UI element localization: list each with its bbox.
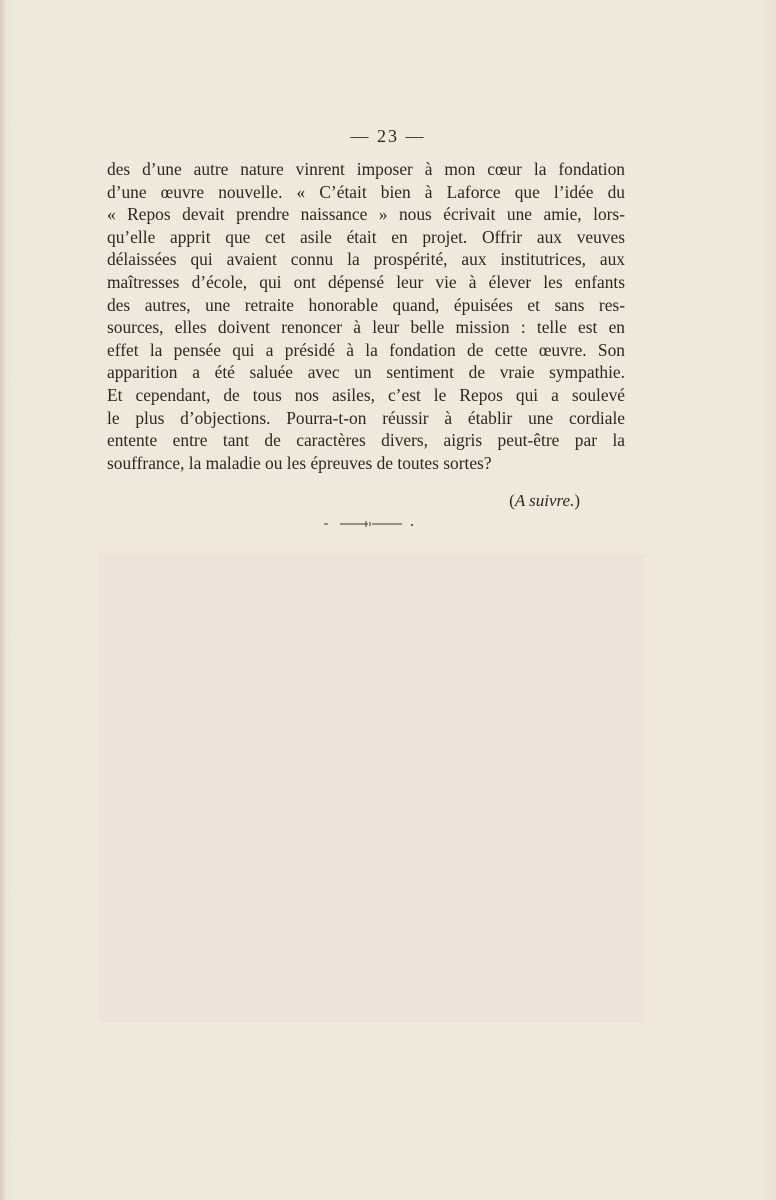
text-line: souffrance, la maladie ou les épreuves de toutes sortes?	[107, 452, 492, 473]
text-line: délaissées qui avaient connu la prospérité, aux institutrices, aux	[107, 249, 625, 270]
text-line: apparition a été saluée avec un sentiment de vraie sympathie.	[107, 362, 625, 383]
suivre-italic: A suivre.	[514, 491, 575, 510]
body-paragraph	[107, 158, 625, 474]
text-line: effet la pensée qui a présidé à la fondation de cette œuvre. Son	[107, 339, 625, 360]
suivre-close: )	[574, 491, 580, 510]
blank-image-area	[98, 553, 644, 1022]
page-number: — 23 —	[350, 126, 426, 146]
page-spine-shadow	[0, 0, 6, 1200]
text-line: qu’elle apprit que cet asile était en projet. Offrir aux veuves	[107, 226, 625, 247]
suivre-open: (	[509, 491, 515, 510]
text-line: Et cependant, de tous nos asiles, c’est le Repos qui a soulevé	[107, 384, 625, 405]
text-line: des d’une autre nature vinrent imposer à mon cœur la fondation	[107, 159, 625, 179]
text-line: sources, elles doivent renoncer à leur belle mission : telle est en	[107, 317, 625, 338]
text-line: d’une œuvre nouvelle. « C’était bien à Laforce que l’idée du	[107, 181, 625, 202]
text-line: des autres, une retraite honorable quand, épuisées et sans res-	[107, 294, 625, 315]
text-line: le plus d’objections. Pourra-t-on réussir à établir une cordiale	[107, 407, 625, 428]
text-line: « Repos devait prendre naissance » nous écrivait une amie, lors-	[107, 204, 625, 225]
separator-ornament-icon	[322, 516, 416, 530]
to-be-continued	[440, 491, 580, 511]
text-line: maîtresses d’école, qui ont dépensé leur vie à élever les enfants	[107, 271, 625, 292]
text-line: entente entre tant de caractères divers, aigris peut-être par la	[107, 430, 625, 451]
